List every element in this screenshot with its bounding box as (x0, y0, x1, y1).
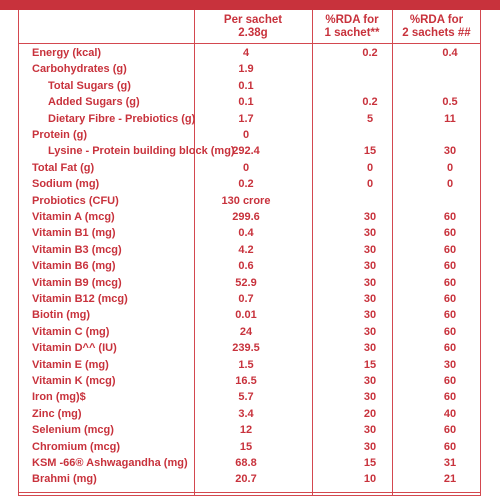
rda-1-sachet-value: 30 (363, 325, 377, 338)
per-sachet-value: 1.5 (238, 358, 254, 371)
rda-1-sachet-value: 15 (363, 358, 377, 371)
rda-2-sachets-value: 60 (443, 293, 457, 305)
rda-2-sachets-value: 60 (443, 276, 457, 289)
table-row (18, 127, 481, 143)
per-sachet-value: 0.1 (238, 96, 254, 109)
rda-1-sachet-value: 5 (366, 112, 374, 125)
per-sachet-value: 52.9 (235, 276, 257, 289)
per-sachet-value: 15 (239, 440, 253, 453)
rda-2-sachets-value: 60 (443, 342, 457, 355)
table-row (18, 307, 481, 323)
header-divider (18, 43, 481, 44)
table-row (18, 111, 481, 127)
nutrient-name: Total Fat (g) (32, 161, 95, 174)
nutrient-name: Vitamin K (mcg) (32, 375, 116, 387)
nutrient-name: Vitamin C (mg) (32, 325, 110, 338)
header-rda2-line2: 2 sachets ## (402, 27, 471, 39)
nutrient-name: Zinc (mg) (32, 407, 82, 420)
rda-2-sachets-value: 60 (443, 424, 457, 437)
rda-1-sachet-value: 10 (363, 473, 377, 486)
per-sachet-value: 130 crore (221, 194, 271, 207)
rda-2-sachets-value: 30 (443, 145, 457, 158)
rda-1-sachet-value: 30 (363, 440, 377, 453)
nutrient-name: Chromium (mcg) (32, 440, 120, 453)
per-sachet-value: 292.4 (232, 145, 260, 158)
per-sachet-value: 1.7 (238, 112, 254, 125)
rda-1-sachet-value: 30 (363, 309, 377, 322)
per-sachet-value: 4 (242, 47, 250, 59)
header-rda-1-sachet (312, 14, 392, 40)
nutrient-name: Protein (g) (32, 129, 87, 141)
per-sachet-value: 1.9 (238, 63, 254, 76)
table-row (18, 225, 481, 241)
rda-2-sachets-value: 0 (446, 161, 454, 174)
per-sachet-value: 5.7 (238, 391, 254, 404)
per-sachet-value: 0.01 (235, 309, 257, 322)
per-sachet-value: 0 (242, 129, 250, 141)
table-row (18, 291, 481, 307)
table-row (18, 439, 481, 455)
table-row (18, 94, 481, 110)
top-title-strip (0, 0, 500, 10)
header-rda-2-sachets (392, 14, 481, 40)
rda-1-sachet-value: 0 (366, 178, 374, 191)
per-sachet-value: 0.7 (238, 293, 254, 305)
rda-2-sachets-value: 60 (443, 391, 457, 404)
table-row (18, 340, 481, 356)
table-row (18, 78, 481, 94)
table-row (18, 471, 481, 487)
table-row (18, 209, 481, 225)
nutrient-name: Iron (mg)$ (32, 391, 86, 404)
nutrient-name: Vitamin B1 (mg) (32, 227, 116, 240)
rda-2-sachets-value: 0 (446, 178, 454, 191)
per-sachet-value: 20.7 (235, 473, 257, 486)
header-rda1-line1: %RDA for (325, 14, 379, 26)
per-sachet-value: 24 (239, 325, 253, 338)
table-row (18, 422, 481, 438)
nutrient-name: Probiotics (CFU) (32, 194, 119, 207)
rda-1-sachet-value: 30 (363, 424, 377, 437)
rda-1-sachet-value: 0.2 (362, 96, 378, 109)
rda-2-sachets-value: 60 (443, 260, 457, 273)
rda-2-sachets-value: 60 (443, 227, 457, 240)
table-row (18, 45, 481, 61)
header-rda2-line1: %RDA for (409, 14, 464, 26)
rda-1-sachet-value: 30 (363, 243, 377, 256)
nutrient-name: Energy (kcal) (32, 47, 102, 59)
rda-1-sachet-value: 30 (363, 342, 377, 355)
per-sachet-value: 12 (239, 424, 253, 437)
rda-2-sachets-value: 60 (443, 211, 457, 223)
table-row (18, 193, 481, 209)
nutrient-name: Added Sugars (g) (48, 96, 140, 109)
per-sachet-value: 3.4 (238, 407, 254, 420)
nutrient-name: Carbohydrates (g) (32, 63, 127, 76)
per-sachet-value: 4.2 (238, 243, 254, 256)
rda-2-sachets-value: 31 (443, 457, 457, 469)
per-sachet-value: 0.6 (238, 260, 254, 273)
rda-2-sachets-value: 60 (443, 375, 457, 387)
rda-1-sachet-value: 30 (363, 293, 377, 305)
per-sachet-value: 0.2 (238, 178, 254, 191)
rda-2-sachets-value: 11 (444, 112, 456, 125)
table-bottom-divider (18, 492, 481, 493)
per-sachet-value: 239.5 (232, 342, 260, 355)
rda-1-sachet-value: 30 (363, 211, 377, 223)
nutrient-name: Vitamin B6 (mg) (32, 260, 116, 273)
nutrient-name: Vitamin D^^ (IU) (32, 342, 117, 355)
rda-2-sachets-value: 30 (443, 358, 457, 371)
table-row (18, 242, 481, 258)
rda-2-sachets-value: 60 (443, 325, 457, 338)
per-sachet-value: 16.5 (235, 375, 257, 387)
rda-2-sachets-value: 60 (443, 243, 457, 256)
table-row (18, 324, 481, 340)
per-sachet-value: 0 (242, 161, 250, 174)
table-row (18, 160, 481, 176)
header-per-sachet-line2: 2.38g (238, 27, 268, 39)
nutrient-name: Vitamin B9 (mcg) (32, 276, 122, 289)
rda-2-sachets-value: 60 (443, 440, 457, 453)
header-rda1-line2: 1 sachet** (324, 27, 380, 39)
header-per-sachet (194, 14, 312, 40)
rda-1-sachet-value: 20 (363, 407, 377, 420)
table-row (18, 143, 481, 159)
rda-1-sachet-value: 15 (363, 145, 377, 158)
per-sachet-value: 0.4 (238, 227, 254, 240)
header-per-sachet-line1: Per sachet (223, 14, 283, 26)
per-sachet-value: 68.8 (235, 457, 257, 469)
nutrient-name: Brahmi (mg) (32, 473, 97, 486)
per-sachet-value: 299.6 (232, 211, 260, 223)
nutrient-name: KSM -66® Ashwagandha (mg) (32, 457, 188, 469)
nutrient-name: Total Sugars (g) (48, 79, 131, 92)
rda-2-sachets-value: 0.5 (442, 96, 458, 109)
table-row (18, 406, 481, 422)
rda-2-sachets-value: 40 (443, 407, 457, 420)
rda-1-sachet-value: 0.2 (362, 47, 378, 59)
nutrient-name: Vitamin B3 (mcg) (32, 243, 122, 256)
nutrient-name: Vitamin E (mg) (32, 358, 109, 371)
rda-1-sachet-value: 30 (363, 260, 377, 273)
table-row (18, 258, 481, 274)
nutrient-name: Biotin (mg) (32, 309, 91, 322)
nutrient-name: Dietary Fibre - Prebiotics (g) (48, 112, 196, 125)
table-row (18, 373, 481, 389)
rda-2-sachets-value: 21 (443, 473, 457, 486)
nutrient-name: Sodium (mg) (32, 178, 100, 191)
nutrient-name: Vitamin B12 (mcg) (32, 293, 128, 305)
rda-1-sachet-value: 0 (366, 161, 374, 174)
rda-2-sachets-value: 0.4 (442, 47, 458, 59)
table-row (18, 389, 481, 405)
rda-1-sachet-value: 30 (363, 391, 377, 404)
nutrient-name: Selenium (mcg) (32, 424, 114, 437)
rda-1-sachet-value: 15 (363, 457, 377, 469)
table-row (18, 357, 481, 373)
rda-2-sachets-value: 60 (443, 309, 457, 322)
rda-1-sachet-value: 30 (363, 276, 377, 289)
per-sachet-value: 0.1 (238, 79, 254, 92)
table-row (18, 176, 481, 192)
table-row (18, 61, 481, 77)
rda-1-sachet-value: 30 (363, 227, 377, 240)
rda-1-sachet-value: 30 (363, 375, 377, 387)
table-row (18, 455, 481, 471)
nutrient-name: Lysine - Protein building block (mg) (48, 145, 235, 158)
nutrient-name: Vitamin A (mcg) (32, 211, 115, 223)
table-row (18, 275, 481, 291)
